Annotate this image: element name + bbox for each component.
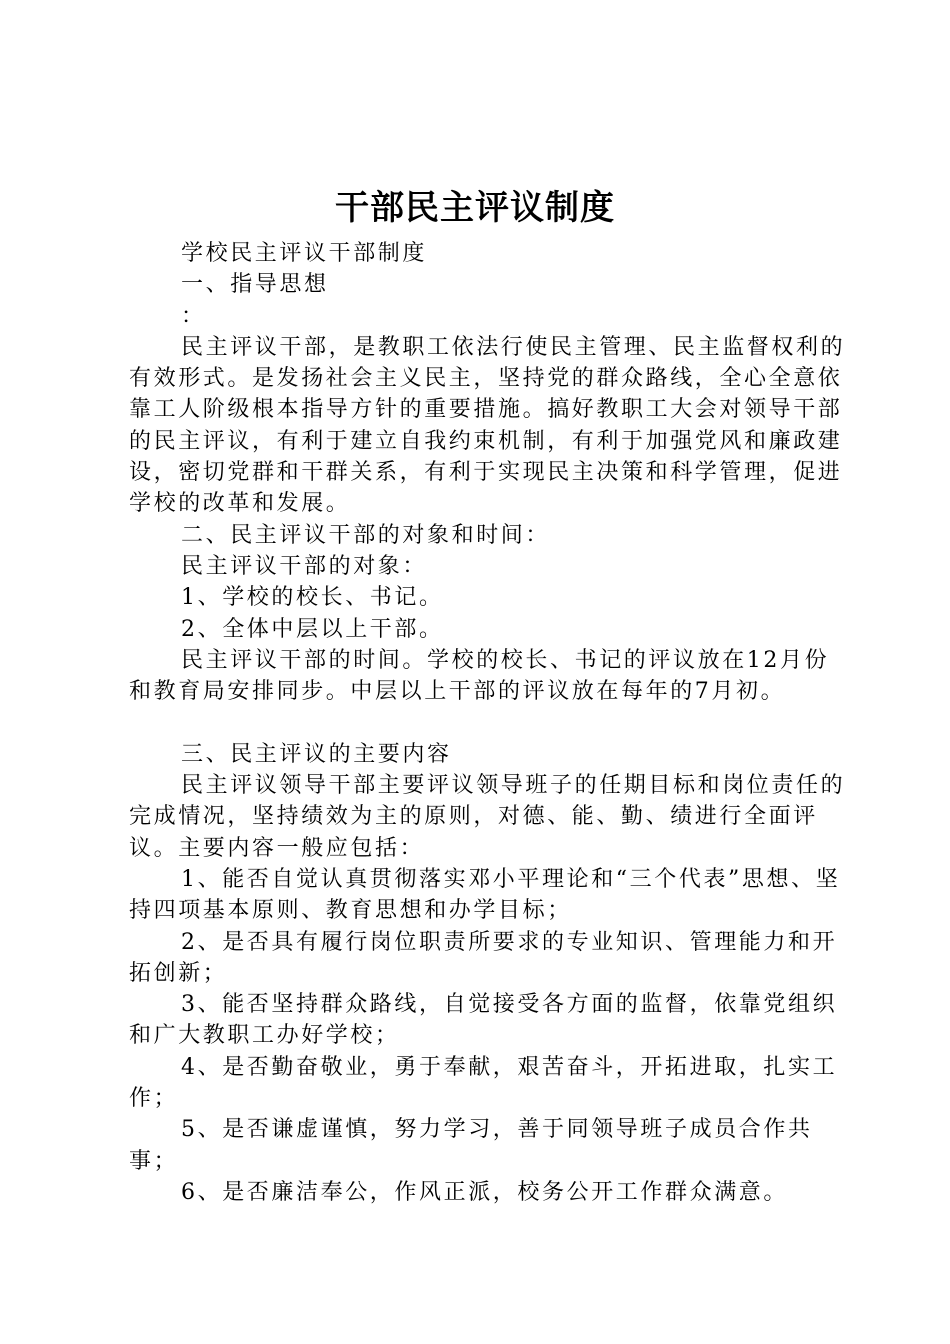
content-item-4: 4、是否勤奋敬业，勇于奉献，艰苦奋斗，开拓进取，扎实工作； (129, 1054, 838, 1112)
object-item-1: 1、学校的校长、书记。 (181, 585, 444, 611)
section-3-heading: 三、民主评议的主要内容 (181, 741, 452, 767)
objects-label: 民主评议干部的对象： (181, 553, 428, 579)
content-item-2: 2、是否具有履行岗位职责所要求的专业知识、管理能力和开拓创新； (129, 929, 838, 986)
content-item-5: 5、是否谦虚谨慎，努力学习，善于同领导班子成员合作共事； (129, 1117, 813, 1174)
paragraph-main-content: 民主评议领导干部主要评议领导班子的任期目标和岗位责任的完成情况，坚持绩效为主的原则，对德、能、勤、绩进行全面评议。主要内容一般应包括： (129, 773, 846, 861)
section-2-heading: 二、民主评议干部的对象和时间： (181, 522, 551, 548)
blank-line (129, 707, 849, 738)
colon-line: ： (181, 303, 206, 329)
paragraph-guiding-idea: 民主评议干部，是教职工依法行使民主管理、民主监督权利的有效形式。是发扬社会主义民主，坚持党的群众路线，全心全意依靠工人阶级根本指导方针的重要措施。搞好教职工大会对领导干部的民主评议，有利于建立自我约束机制，有利于加强党风和廉政建设，密切党群和干群关系，有利于实现民主决策和科学管理，促进学校的改革和发展。 (129, 334, 846, 517)
document-title: 干部民主评议制度 (335, 188, 615, 228)
object-item-2: 2、全体中层以上干部。 (181, 616, 444, 642)
document-subtitle: 学校民主评议干部制度 (181, 241, 428, 266)
content-item-3: 3、能否坚持群众路线，自觉接受各方面的监督，依靠党组织和广大教职工办好学校； (129, 992, 838, 1049)
document-body (129, 238, 849, 1208)
paragraph-time: 民主评议干部的时间。学校的校长、书记的评议放在12月份和教育局安排同步。中层以上干部的评议放在每年的7月初。 (129, 647, 830, 705)
content-item-1: 1、能否自觉认真贯彻落实邓小平理论和“三个代表”思想、坚持四项基本原则、教育思想和办学目标； (129, 866, 841, 924)
section-1-heading: 一、指导思想 (181, 272, 329, 298)
content-item-6: 6、是否廉洁奉公，作风正派，校务公开工作群众满意。 (181, 1179, 788, 1205)
